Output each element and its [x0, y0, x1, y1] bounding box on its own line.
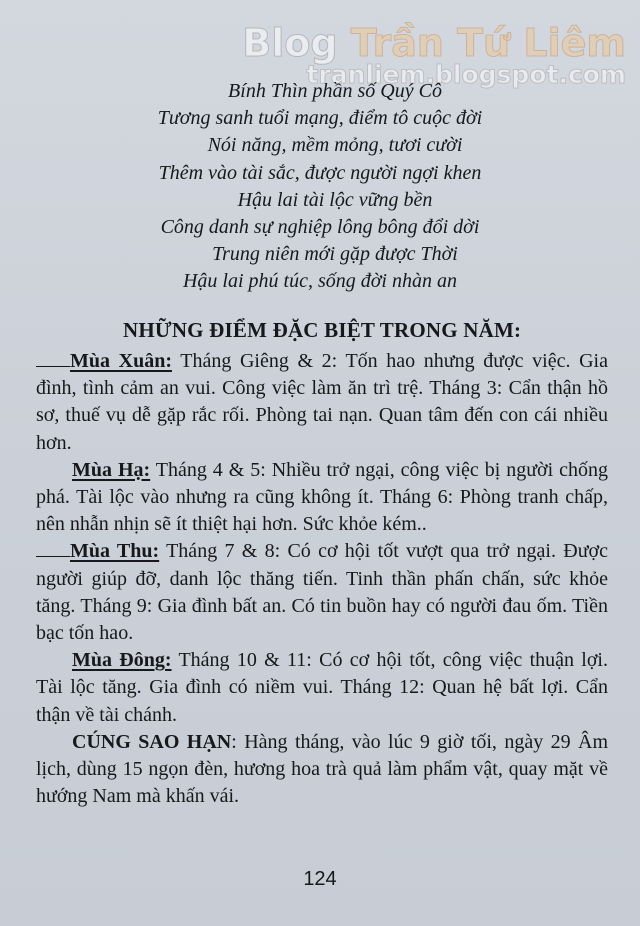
watermark-url: tranliem.blogspot.com — [306, 60, 626, 89]
cung-sao-label: CÚNG SAO HẠN — [72, 730, 232, 753]
leader-line — [36, 538, 70, 557]
poem — [0, 78, 640, 296]
season-label: Mùa Xuân: — [70, 350, 172, 372]
poem-line: Tương sanh tuổi mạng, điểm tô cuộc đời — [157, 107, 483, 130]
poem-line: Trung niên mới gặp được Thời — [212, 243, 458, 266]
season-text: Tháng Giêng & 2: Tốn hao nhưng được việc. Gia đình, tình cảm an vui. Công việc làm ăn trì trệ. Tháng 3: Cẩn thận hồ sơ, thuế vụ dễ gặp rắc rối. Phòng tai nạn. Quan tâm đến con cái nhiều hơn. — [36, 350, 608, 454]
season-text: Tháng 4 & 5: Nhiều trở ngại, công việc bị người chống phá. Tài lộc vào nhưng ra cũng không ít. Tháng 6: Phòng tranh chấp, nên nhẫn nhịn sẽ ít thiệt hại hơn. Sức khỏe kém.. — [36, 458, 609, 536]
poem-line: Bính Thìn phần số Quý Cô — [228, 80, 442, 102]
cung-sao-paragraph — [36, 729, 608, 811]
poem-line: Hậu lai phú túc, sống đời nhàn an — [182, 270, 457, 293]
season-label: Mùa Đông: — [72, 649, 172, 672]
season-label: Mùa Thu: — [70, 540, 160, 563]
cung-sao-text: : Hàng tháng, vào lúc 9 giờ tối, ngày 29 Âm lịch, dùng 15 ngọn đèn, hương hoa trà quả làm phẩm vật, quay mặt về hướng Nam mà khấn vái. — [36, 730, 609, 808]
season-label: Mùa Hạ: — [72, 458, 151, 481]
poem-line: Thêm vào tài sắc, được người ngợi khen — [158, 161, 482, 184]
poem-line: Hậu lai tài lộc vững bền — [237, 188, 433, 211]
leader-line — [36, 348, 70, 367]
section-title: NHỮNG ĐIỂM ĐẶC BIỆT TRONG NĂM: — [123, 318, 522, 342]
season-paragraph-autumn — [36, 538, 608, 647]
season-paragraph-winter — [36, 647, 608, 729]
body-text — [36, 348, 608, 810]
page-number: 124 — [303, 868, 337, 890]
season-paragraph-summer — [36, 457, 608, 539]
poem-line: Nói năng, mềm mỏng, tươi cười — [207, 134, 463, 157]
season-paragraph-spring — [36, 348, 608, 457]
watermark-title: Blog Trần Tứ Liêm — [242, 21, 626, 65]
poem-line: Công danh sự nghiệp lông bông đổi dời — [160, 216, 480, 239]
season-text: Tháng 10 & 11: Có cơ hội tốt, công việc thuận lợi. Tài lộc tăng. Gia đình có niềm vui. Tháng 12: Quan hệ bất lợi. Cẩn thận về tài chánh. — [36, 649, 608, 726]
season-text: Tháng 7 & 8: Có cơ hội tốt vượt qua trở ngại. Được người giúp đỡ, danh lộc thăng tiến. Tinh thần phấn chấn, sức khỏe tăng. Tháng 9: Gia đình bất an. Có tin buồn hay có người đau ốm. Tiền bạc tốn hao. — [36, 540, 608, 645]
